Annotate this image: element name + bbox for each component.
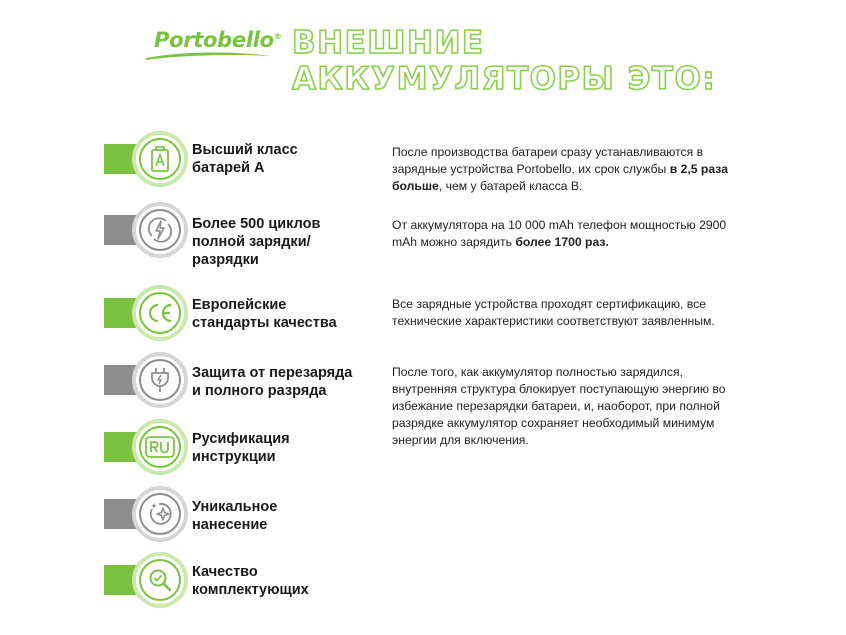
feature-icon-disc xyxy=(132,552,188,608)
description-text: После производства батареи сразу устанавливаются в зарядные устройства Portobello, их срок службы xyxy=(392,145,704,176)
description-highlight: более 1700 раз. xyxy=(515,235,609,249)
feature-component-quality xyxy=(104,552,384,608)
feature-eu-standards xyxy=(104,285,384,341)
page-title-line-2: АККУМУЛЯТОРЫ ЭТО: xyxy=(292,61,717,97)
logo-text: Portobello xyxy=(154,28,274,52)
feature-label: Русификация инструкции xyxy=(192,431,290,465)
description-eu-standards xyxy=(392,296,732,330)
description-text: После того, как аккумулятор полностью зарядился, внутренняя структура блокирует поступающую энергию во избежание перезарядки батареи, и, наоборот, при полной разрядке аккумулятор сохраняет необходимый минимум энергии для включения. xyxy=(392,365,726,447)
portobello-logo xyxy=(146,26,282,62)
battery-a-icon xyxy=(149,146,171,172)
description-overcharge-protection xyxy=(392,364,732,449)
logo-wordmark xyxy=(154,28,281,52)
feature-label: Качество комплектующих xyxy=(192,564,309,598)
magnifier-check-icon xyxy=(147,567,173,593)
description-text: Все зарядные устройства проходят сертификацию, все технические характеристики соответствуют заявленным. xyxy=(392,297,715,328)
feature-battery-class xyxy=(104,131,384,187)
ce-mark-icon xyxy=(146,302,174,324)
page-title-line-1: ВНЕШНИЕ xyxy=(292,25,485,61)
feature-icon-disc xyxy=(132,352,188,408)
feature-icon-disc xyxy=(132,486,188,542)
logo-swoosh-icon xyxy=(146,50,270,62)
logo-registered-mark: ® xyxy=(273,32,282,41)
description-battery-class xyxy=(392,144,732,195)
description-text: , чем у батарей класса В. xyxy=(438,179,583,193)
feature-icon-disc xyxy=(132,131,188,187)
feature-overcharge-protection xyxy=(104,352,384,408)
ru-icon xyxy=(145,436,175,458)
feature-label: Уникальное нанесение xyxy=(192,499,278,533)
description-text: От аккумулятора на 10 000 mAh телефон мощностью 2900 mAh можно зарядить xyxy=(392,218,727,249)
feature-unique-print xyxy=(104,486,384,542)
feature-icon-disc xyxy=(132,202,188,258)
page-title xyxy=(292,25,716,97)
description-charge-cycles xyxy=(392,217,732,251)
feature-icon-disc xyxy=(132,419,188,475)
feature-label: Более 500 циклов полной зарядки/ разрядки xyxy=(192,216,321,268)
feature-label: Защита от перезаряда и полного разряда xyxy=(192,365,353,399)
feature-label: Европейские стандарты качества xyxy=(192,297,337,331)
feature-label: Высший класс батарей А xyxy=(192,142,298,176)
lightning-cycle-icon xyxy=(146,216,174,244)
feature-icon-disc xyxy=(132,285,188,341)
feature-russian-manual xyxy=(104,419,384,475)
feature-charge-cycles xyxy=(104,202,384,268)
description-highlight: в 2,5 раза больше xyxy=(392,162,728,193)
plug-shield-icon xyxy=(147,366,173,394)
sparkle-icon xyxy=(146,500,174,528)
